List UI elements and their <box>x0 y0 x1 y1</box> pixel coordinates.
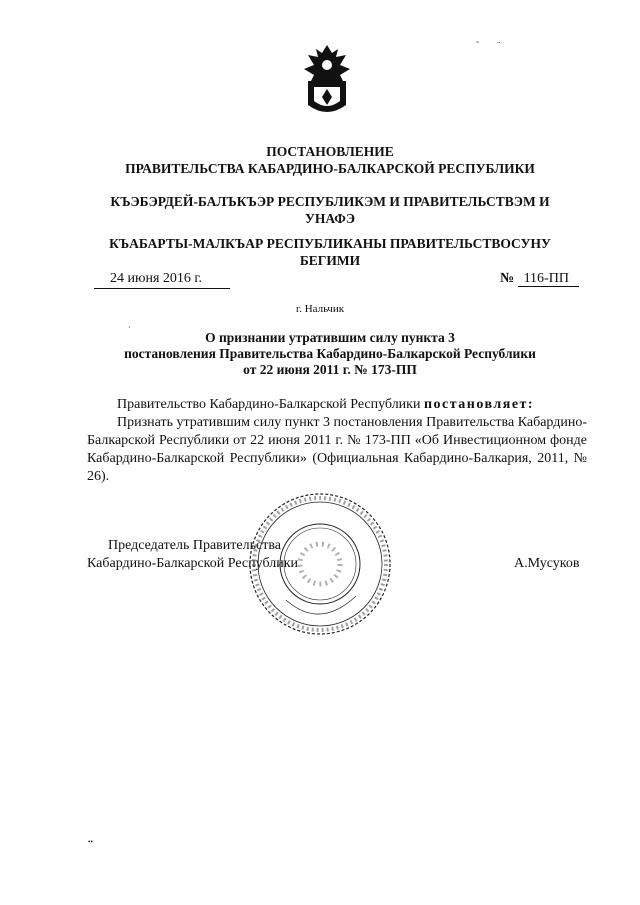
document-number <box>500 270 579 288</box>
header-title-ru <box>100 143 560 177</box>
title-line1: О признании утратившим силу пункта 3 <box>205 330 455 345</box>
footer-mark: •• <box>88 838 93 846</box>
body-paragraph: Признать утратившим силу пункт 3 постановления Правительства Кабардино-Балкарской Республики от 22 июня 2011 г. № 173-ПП «Об Инвестиционном фонде Кабардино-Балкарской Республики» (Официальная Кабардино-Балкария, 2011, № 26). <box>87 415 587 484</box>
signature-name: А.Мусуков <box>514 556 580 571</box>
document-date: 24 июня 2016 г. <box>94 270 230 289</box>
stray-dot: · <box>128 323 131 332</box>
document-title <box>100 330 560 378</box>
header-krc-line2: БЕГИМИ <box>299 253 361 268</box>
signature-position-line2: Кабардино-Балкарской Республики <box>87 556 298 571</box>
header-line1: ПОСТАНОВЛЕНИЕ <box>266 144 394 159</box>
title-line2: постановления Правительства Кабардино-Балкарской Республики <box>124 346 536 361</box>
header-krc-line1: КЪАБАРТЫ-МАЛКЪАР РЕСПУБЛИКАНЫ ПРАВИТЕЛЬСТВОСУНУ <box>109 236 551 251</box>
official-seal-stamp <box>246 490 394 638</box>
body-intro <box>117 396 534 414</box>
coat-of-arms-emblem <box>302 43 352 119</box>
intro-decree: постановляет: <box>423 397 535 412</box>
document-city: г. Нальчик <box>295 303 345 315</box>
header-kbd-line2: УНАФЭ <box>304 211 356 226</box>
intro-text: Правительство Кабардино-Балкарской Республики <box>117 397 421 412</box>
header-line2: ПРАВИТЕЛЬСТВА КАБАРДИНО-БАЛКАРСКОЙ РЕСПУБЛИКИ <box>125 161 535 176</box>
header-title-krc <box>100 235 560 269</box>
signature-position-line1: Председатель Правительства <box>108 538 281 553</box>
number-prefix: № <box>500 271 515 286</box>
corner-marks: ˜ ¨ <box>476 40 509 50</box>
title-line3: от 22 июня 2011 г. № 173-ПП <box>243 362 417 377</box>
header-kbd-line1: КЪЭБЭРДЕЙ-БАЛЪКЪЭР РЕСПУБЛИКЭМ И ПРАВИТЕЛЬСТВЭМ И <box>110 194 550 209</box>
number-value: 116-ПП <box>518 271 579 287</box>
header-title-kbd <box>100 193 560 227</box>
